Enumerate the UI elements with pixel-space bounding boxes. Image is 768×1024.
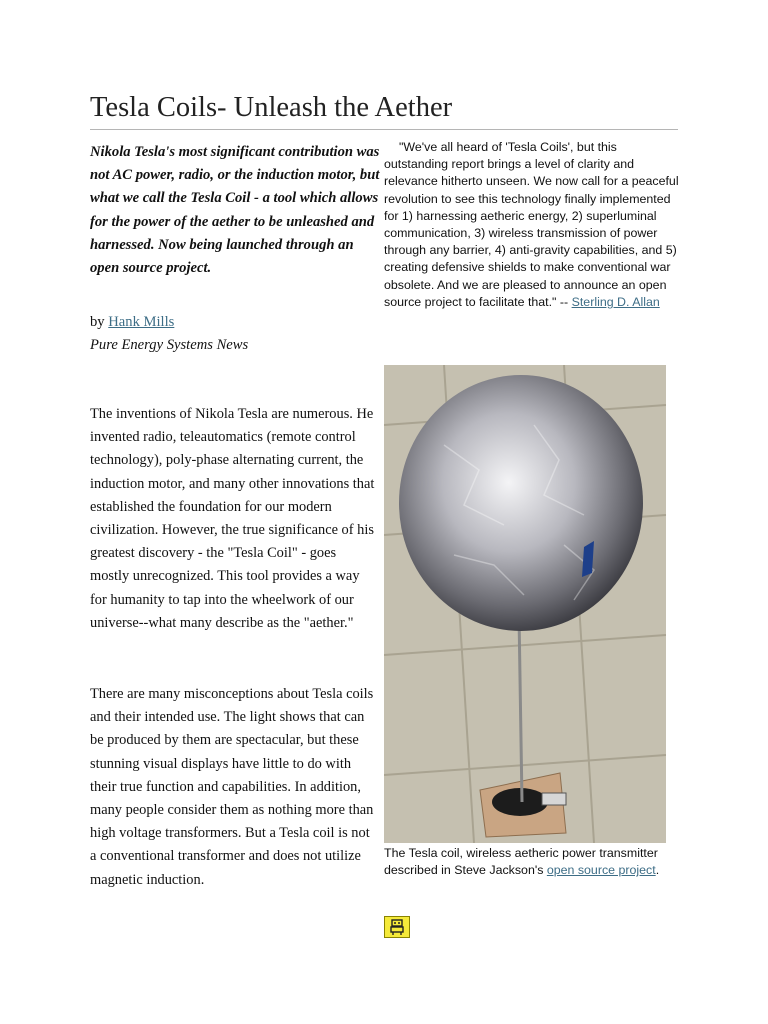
open-source-project-link[interactable]: open source project xyxy=(546,863,656,878)
author-link[interactable]: Hank Mills xyxy=(108,314,175,330)
publication-name: Pure Energy Systems News xyxy=(90,337,249,353)
caption-text: The Tesla coil, wireless aetheric power transmitter described in Steve Jackson's xyxy=(384,846,658,878)
photo-caption xyxy=(384,845,684,880)
byline-prefix: by xyxy=(90,314,109,330)
title-divider xyxy=(90,129,678,130)
caption-end: . xyxy=(655,863,660,878)
article-paragraph-2: There are many misconceptions about Tesla coils and their intended use. The light shows that can be produced by them are spectacular, but these stunning visual displays have little to do with their true function and capabilities. In addition, many people consider them as nothing more than high voltage transformers. But a Tesla coil is not a conventional transformer and does not utilize magnetic induction. xyxy=(90,686,374,888)
robot-icon[interactable] xyxy=(384,916,410,938)
quote-text: "We've all heard of 'Tesla Coils', but this outstanding report brings a level of clarity and relevance hitherto unseen. We now call for a peaceful revolution to see this technology finally implemented for 1) harnessing aetheric energy, 2) superluminal communication, 3) wireless transmission of power through any barrier, 4) anti-gravity capabilities, and 5) creating defensive shields to make conventional war obsolete. And we are pleased to announce an open source project to facilitate that." -- xyxy=(384,140,679,309)
article-paragraph-1: The inventions of Nikola Tesla are numerous. He invented radio, teleautomatics (remote control technology), poly-phase alternating current, the induction motor, and many other innovations that established the foundation for our modern civilization. However, the true significance of his greatest discovery - the "Tesla Coil" - goes mostly unrecognized. This tool provides a way for humanity to tap into the wheelwork of our universe--what many describe as the "aether." xyxy=(90,406,375,631)
byline xyxy=(90,311,380,357)
pull-quote xyxy=(384,139,684,311)
article-lead: Nikola Tesla's most significant contribution was not AC power, radio, or the induction motor, but what we call the Tesla Coil - a tool which allows for the power of the aether to be unleashed and harnessed. Now being launched through an open source project. xyxy=(90,144,380,277)
tesla-coil-photo xyxy=(384,365,666,843)
quote-attribution-link[interactable]: Sterling D. Allan xyxy=(571,294,660,309)
article-title: Tesla Coils- Unleash the Aether xyxy=(90,92,453,123)
